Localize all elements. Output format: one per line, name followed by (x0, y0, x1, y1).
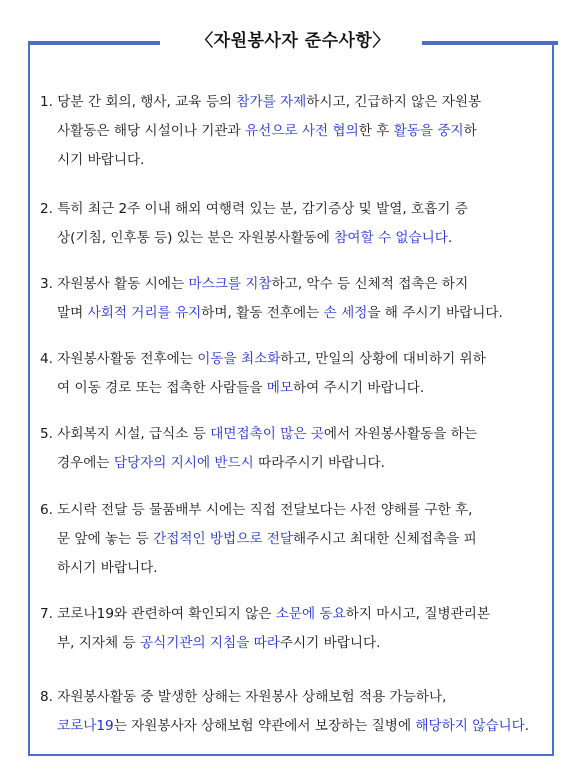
text-segment: 1. 당분 간 회의, 행사, 교육 등의 (40, 94, 237, 110)
guideline-line (40, 629, 490, 658)
highlighted-text: 코로나19 (57, 718, 114, 734)
highlighted-text: 손 세정 (323, 305, 368, 321)
guideline-item-2 (40, 195, 468, 253)
highlighted-text: 마스크를 지참 (188, 276, 272, 292)
text-segment: 하며, 활동 전후에는 (201, 305, 324, 321)
text-segment: 한 후 (358, 123, 394, 139)
text-segment: 여 이동 경로 또는 접촉한 사람들을 (57, 380, 267, 396)
guideline-item-3 (40, 270, 503, 328)
text-segment: 4. 자원봉사활동 전후에는 (40, 351, 198, 367)
highlighted-text: 간접적인 방법으로 전달 (153, 531, 294, 547)
guideline-line (40, 117, 481, 146)
text-segment: 시기 바랍니다. (57, 152, 145, 168)
highlighted-text: 공식기관의 지침을 따라 (139, 635, 280, 651)
guideline-line (40, 525, 477, 554)
text-segment: 하시고, 긴급하지 않은 자원봉 (306, 94, 482, 110)
guideline-line (40, 299, 503, 328)
guideline-line (40, 345, 486, 374)
guideline-line (40, 270, 503, 299)
text-segment: 하 (463, 123, 477, 139)
text-segment: 5. 사회복지 시설, 급식소 등 (40, 426, 211, 442)
guideline-item-5 (40, 420, 477, 478)
text-segment: 7. 코로나19와 관련하여 확인되지 않은 (40, 606, 276, 622)
highlighted-text: 담당자의 지시에 반드시 (113, 455, 254, 471)
text-segment: . (447, 230, 453, 246)
text-segment: 경우에는 (57, 455, 114, 471)
guideline-line (40, 224, 468, 253)
text-segment: 하고, 만일의 상황에 대비하기 위하 (280, 351, 486, 367)
text-segment: 하여 주시기 바랍니다. (293, 380, 425, 396)
highlighted-text: 소문에 동요 (275, 606, 346, 622)
highlighted-text: 대면접촉이 많은 곳 (210, 426, 324, 442)
highlighted-text: 참가를 자제 (236, 94, 307, 110)
text-segment: 하지 마시고, 질병관리본 (345, 606, 490, 622)
highlighted-text: 해당하지 않습니다 (415, 718, 525, 734)
text-segment: 6. 도시락 전달 등 물품배부 시에는 직접 전달보다는 사전 양해를 구한 후, (40, 502, 473, 518)
highlighted-text: 참여할 수 없습니다 (334, 230, 448, 246)
highlighted-text: 이동을 최소화 (197, 351, 281, 367)
guideline-line (40, 449, 477, 478)
text-segment: 을 해 주시기 바랍니다. (367, 305, 503, 321)
text-segment: 3. 자원봉사 활동 시에는 (40, 276, 189, 292)
guideline-line (40, 195, 468, 224)
guideline-item-7 (40, 600, 490, 658)
highlighted-text: 메모 (266, 380, 294, 396)
guideline-line (40, 496, 477, 525)
text-segment: 사활동은 해당 시설이나 기관과 (57, 123, 245, 139)
text-segment: 2. 특히 최근 2주 이내 해외 여행력 있는 분, 감기증상 및 발열, 호흡기 증 (40, 201, 468, 217)
guideline-line (40, 712, 529, 741)
text-segment: 하시기 바랍니다. (57, 560, 158, 576)
guideline-line (40, 683, 529, 712)
guideline-line (40, 374, 486, 403)
guideline-line (40, 88, 481, 117)
guideline-item-1 (40, 88, 481, 175)
text-segment: 말며 (57, 305, 88, 321)
guideline-item-4 (40, 345, 486, 403)
highlighted-text: 활동을 중지 (393, 123, 464, 139)
text-segment: 하고, 악수 등 신체적 접촉은 하지 (271, 276, 469, 292)
text-segment: 문 앞에 놓는 등 (57, 531, 154, 547)
guideline-line (40, 146, 481, 175)
guideline-line (40, 420, 477, 449)
highlighted-text: 유선으로 사전 협의 (245, 123, 359, 139)
guideline-line (40, 600, 490, 629)
text-segment: 부, 지자체 등 (57, 635, 140, 651)
title-bar (28, 22, 558, 56)
text-segment: 8. 자원봉사활동 중 발생한 상해는 자원봉사 상해보험 적용 가능하나, (40, 689, 447, 705)
guideline-line (40, 554, 477, 583)
highlighted-text: 사회적 거리를 유지 (87, 305, 202, 321)
text-segment: 따라주시기 바랍니다. (253, 455, 385, 471)
guideline-item-8 (40, 683, 529, 741)
text-segment: . (524, 718, 530, 734)
text-segment: 상(기침, 인후통 등) 있는 분은 자원봉사활동에 (57, 230, 335, 246)
page-title: 〈자원봉사자 준수사항〉 (196, 31, 390, 51)
guideline-item-6 (40, 496, 477, 583)
text-segment: 에서 자원봉사활동을 하는 (323, 426, 478, 442)
text-segment: 는 자원봉사자 상해보험 약관에서 보장하는 질병에 (113, 718, 416, 734)
text-segment: 해주시고 최대한 신체접촉을 피 (293, 531, 477, 547)
text-segment: 주시기 바랍니다. (279, 635, 381, 651)
